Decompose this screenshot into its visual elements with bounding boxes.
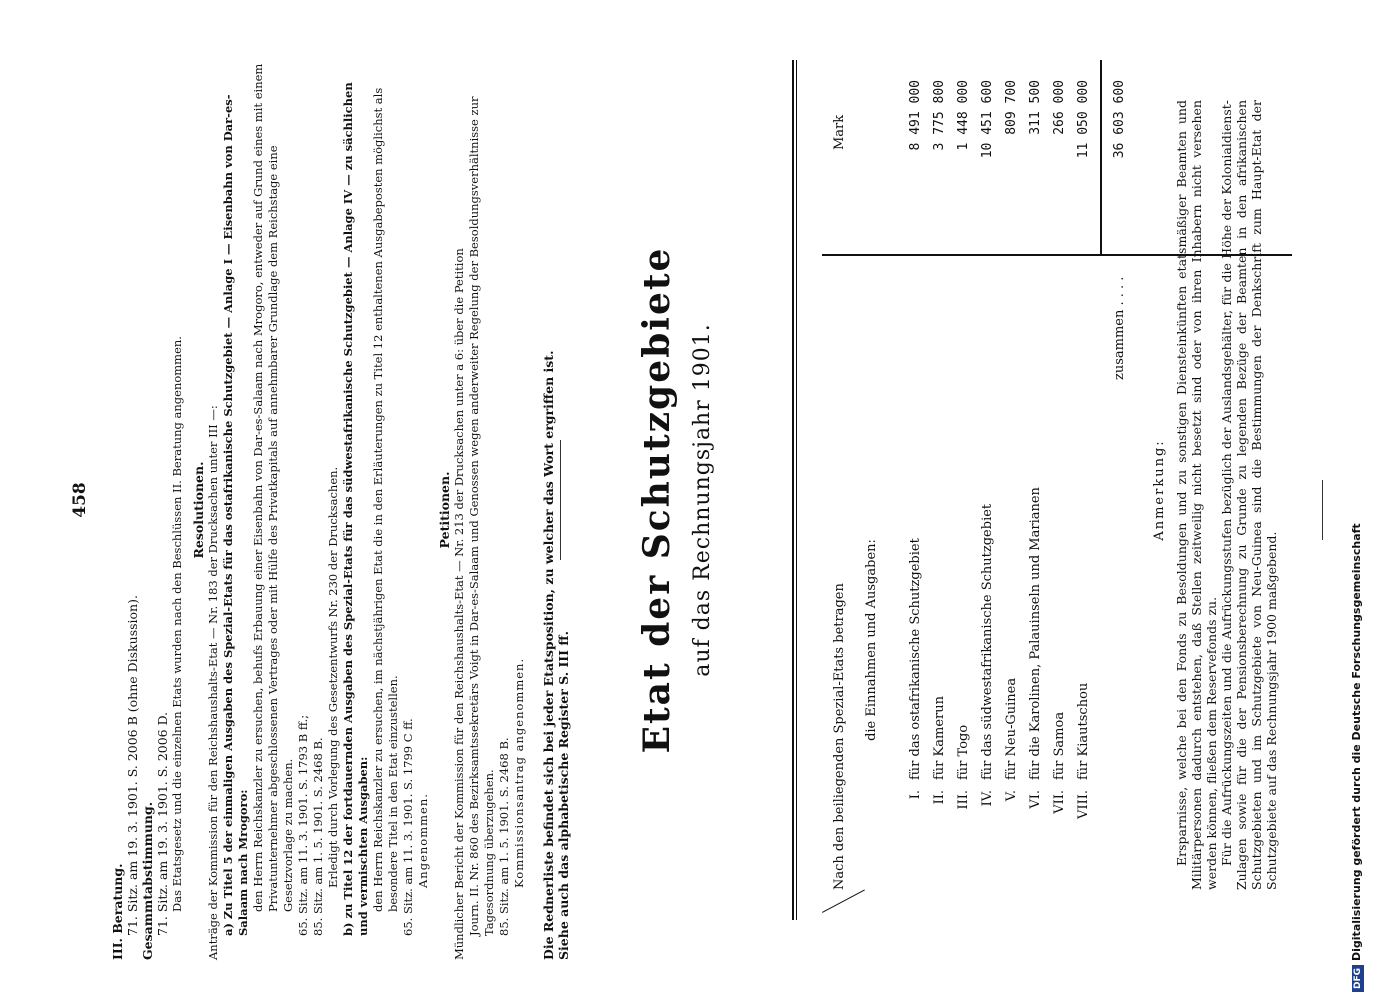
result-text: Das Etatsgesetz und die einzelnen Etats wurden nach den Beschlüssen II. Beratung angenommen. <box>170 336 184 912</box>
digitization-credit <box>1350 0 1364 1000</box>
petitionen-heading: Petitionen. <box>437 471 452 549</box>
table-row <box>1052 60 1072 920</box>
row-value: 10 451 600 <box>980 80 995 159</box>
session-ref: 71. Sitz. am 19. 3. 1901. S. 2006 D. <box>155 711 170 936</box>
subsection-heading: Gesammtabstimmung. <box>140 801 155 960</box>
divider <box>560 440 561 560</box>
divider <box>792 60 794 920</box>
row-value: 11 050 000 <box>1076 80 1091 159</box>
row-value: 1 448 000 <box>956 80 971 151</box>
row-label: für Samoa <box>1052 711 1067 780</box>
resolution-a-result: Erledigt durch Vorlegung des Gesetzentwurfs Nr. 230 der Drucksachen. <box>326 466 340 888</box>
session-ref: 71. Sitz. am 19. 3. 1901. S. 2006 B (ohne Diskussion). <box>125 595 140 936</box>
note-body <box>1174 100 1279 890</box>
table-row <box>980 60 1000 920</box>
section-heading: III. Beratung. <box>110 863 125 960</box>
resolution-a-ref: 65. Sitz. am 11. 3. 1901. S. 1793 B ff.; <box>296 714 310 936</box>
row-value: 8 491 000 <box>908 80 923 151</box>
sum-label: zusammen . . . . <box>1112 276 1127 380</box>
row-value: 266 000 <box>1052 80 1067 135</box>
table-intro: Nach den beiliegenden Spezial-Etats betragen <box>832 583 847 890</box>
note-paragraph: Für die Aufrückungszeiten und die Aufrückungsstufen bezüglich der Auslandsgehälter, für die Höhe der Kolonialdienst-Zulagen sowie für die der Pensionsberechnung zu Grunde zu legenden Bezüge der Beamten in den afrikanischen Schutzgebieten und im Schutzgebiete von Neu-Guinea sind die Bestimmungen der Denkschrift zum Haupt-Etat der Schutzgebiete auf das Rechnungsjahr 1900 maßgebend. <box>1219 100 1279 890</box>
row-label: für das südwestafrikanische Schutzgebiet <box>980 503 995 780</box>
row-number: III. <box>956 790 971 810</box>
register-note: Siehe auch das alphabetische Register S. III ff. <box>556 631 571 960</box>
document-title: Etat der Schutzgebiete <box>636 246 678 754</box>
row-label: für das ostafrikanische Schutzgebiet <box>908 538 923 780</box>
resolution-a-text: den Herrn Reichskanzler zu ersuchen, behufs Erbauung einer Eisenbahn von Dar-es-Salaam nach Mrogoro, entweder auf Grund eines mit einem Privatunternehmer abgeschlossenen Vertrages oder mit Hülfe des Privatkapitals auf annehmbarer Grundlage dem Reichstage eine Gesetzvorlage zu machen. <box>251 63 295 912</box>
table-row <box>1076 60 1096 920</box>
unit-label: Mark <box>832 114 847 150</box>
row-value: 311 500 <box>1028 80 1043 135</box>
rednerliste-note: Die Rednerliste befindet sich bei jeder Etatsposition, zu welcher das Wort ergriffen ist. <box>541 350 556 960</box>
row-label: für Neu-Guinea <box>1004 677 1019 780</box>
row-number: VII. <box>1052 790 1067 814</box>
row-number: IV. <box>980 790 995 807</box>
divider <box>1322 480 1323 540</box>
row-number: VIII. <box>1076 790 1091 819</box>
resolution-a-ref: 85. Sitz. am 1. 5. 1901. S. 2468 B. <box>311 737 325 936</box>
petition-ref: 85. Sitz. am 1. 5. 1901. S. 2468 B. <box>497 737 511 936</box>
resolution-b-result: Angenommen. <box>416 793 430 888</box>
row-label: für Togo <box>956 724 971 780</box>
document-subtitle: auf das Rechnungsjahr 1901. <box>690 323 715 677</box>
row-number: V. <box>1004 790 1019 802</box>
row-value: 809 700 <box>1004 80 1019 135</box>
table-row <box>956 60 976 920</box>
dfg-logo-icon: DFG <box>1352 965 1364 992</box>
resolution-a: a) Zu Titel 5 der einmaligen Ausgaben des Spezial-Etats für das ostafrikanische Schutzgebiet — Anlage I — Eisenbahn von Dar-es-Salaam nach Mrogoro: <box>221 94 250 936</box>
petition-result: Kommissionsantrag angenommen. <box>512 657 526 888</box>
page-number: 458 <box>70 482 90 518</box>
divider <box>822 889 865 913</box>
petition-text: Journ. II. Nr. 860 des Bezirksamtssekretärs Voigt in Dar-es-Salaam und Genossen wegen anderweiter Regelung der Besoldungsverhältnisse zur Tagesordnung überzugehen. <box>467 96 496 936</box>
petition-intro: Mündlicher Bericht der Kommission für den Reichshaushalts-Etat — Nr. 213 der Drucksachen unter a 6: über die Petition <box>452 248 466 960</box>
top-section <box>110 60 571 960</box>
table-intro-2: die Einnahmen und Ausgaben: <box>864 539 879 741</box>
row-number: II. <box>932 790 947 805</box>
resolution-b: b) zu Titel 12 der fortdauernden Ausgaben des Spezial-Etats für das südwestafrikanische Schutzgebiet — Anlage IV — zu sächlichen und vermischten Ausgaben: <box>341 82 370 936</box>
note-heading: Anmerkung: <box>1152 439 1167 541</box>
table-row <box>932 60 952 920</box>
table-row <box>1028 60 1048 920</box>
sum-value: 36 603 600 <box>1112 80 1127 159</box>
table-row <box>908 60 928 920</box>
row-number: I. <box>908 790 923 800</box>
row-number: VI. <box>1028 790 1043 809</box>
credit-text: Digitalisierung gefördert durch die Deutsche Forschungsgemeinschaft <box>1350 523 1363 961</box>
row-label: für die Karolinen, Palauinseln und Marianen <box>1028 487 1043 780</box>
row-label: für Kamerun <box>932 696 947 780</box>
divider <box>796 60 797 920</box>
resolutionen-heading: Resolutionen. <box>191 461 206 559</box>
row-value: 3 775 800 <box>932 80 947 151</box>
resolution-b-ref: 65. Sitz. am 11. 3. 1901. S. 1799 C ff. <box>401 718 415 936</box>
table-row <box>1004 60 1024 920</box>
sum-rule <box>1100 60 1102 256</box>
note-paragraph: Ersparnisse, welche bei den Fonds zu Besoldungen und zu sonstigen Diensteinkünften etatsmäßiger Beamten und Militärpersonen dadurch entstehen, daß Stellen zeitweilig nicht besetzt sind oder von ihren Inhabern nicht versehen werden können, fließen dem Reservefonds zu. <box>1174 100 1219 890</box>
row-label: für Kiautschou <box>1076 682 1091 780</box>
resolution-b-text: den Herrn Reichskanzler zu ersuchen, im nächstjährigen Etat die in den Erläuterungen zu Titel 12 enthaltenen Ausgabeposten möglichst als besondere Titel in den Etat einzustellen. <box>371 87 400 912</box>
resolution-intro: Anträge der Kommission für den Reichshaushalts-Etat — Nr. 183 der Drucksachen unter III —: <box>206 405 220 960</box>
